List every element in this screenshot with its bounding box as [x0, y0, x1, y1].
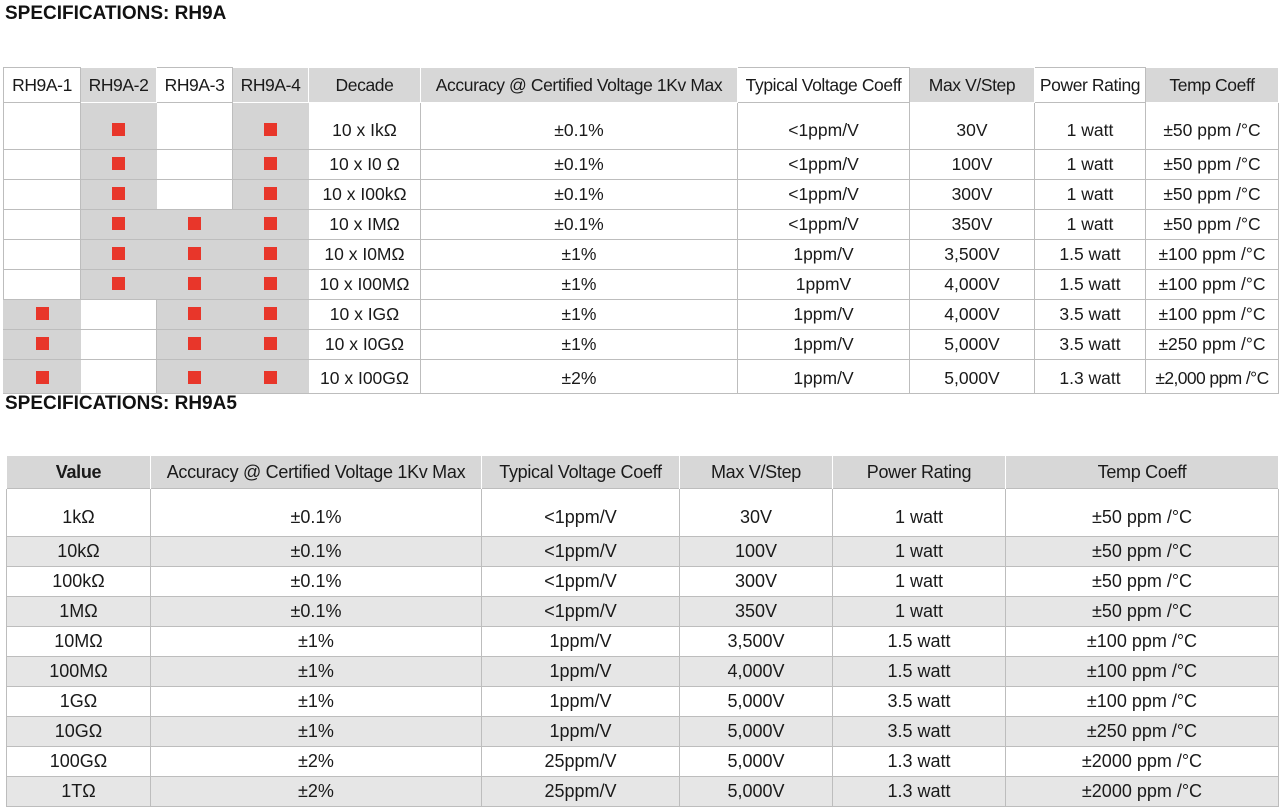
- table-row: [4, 150, 1279, 180]
- model-cell-rh9a-1: [4, 300, 81, 330]
- cell-accuracy: ±0.1%: [151, 567, 482, 597]
- cell-value: 10kΩ: [7, 537, 151, 567]
- cell-power: 1.5 watt: [833, 627, 1006, 657]
- included-marker-icon: [264, 337, 277, 350]
- cell-max-v: 5,000V: [680, 777, 833, 807]
- included-marker-icon: [188, 277, 201, 290]
- cell-max-v: 100V: [680, 537, 833, 567]
- included-marker-icon: [112, 277, 125, 290]
- col-header-accuracy: Accuracy @ Certified Voltage 1Kv Max: [421, 68, 738, 103]
- cell-max-v: 350V: [910, 210, 1035, 240]
- model-cell-rh9a-2: [81, 240, 157, 270]
- model-cell-rh9a-4: [233, 270, 309, 300]
- cell-max-v: 4,000V: [680, 657, 833, 687]
- cell-voltage-coeff: 1ppm/V: [738, 240, 910, 270]
- included-marker-icon: [112, 217, 125, 230]
- cell-max-v: 3,500V: [910, 240, 1035, 270]
- included-marker-icon: [264, 217, 277, 230]
- model-cell-rh9a-3: [157, 360, 233, 394]
- model-cell-rh9a-3: [157, 103, 233, 150]
- model-cell-rh9a-1: [4, 360, 81, 394]
- cell-accuracy: ±1%: [151, 687, 482, 717]
- col-header-rh9a-3: RH9A-3: [157, 68, 233, 103]
- included-marker-icon: [36, 337, 49, 350]
- rh9a-spec-table: [3, 67, 1279, 394]
- table-row: [4, 330, 1279, 360]
- cell-voltage-coeff: <1ppm/V: [482, 567, 680, 597]
- col-header-voltage-coeff: Typical Voltage Coeff: [738, 68, 910, 103]
- included-marker-icon: [112, 157, 125, 170]
- cell-accuracy: ±0.1%: [421, 150, 738, 180]
- included-marker-icon: [264, 307, 277, 320]
- cell-temp: ±100 ppm /°C: [1146, 240, 1279, 270]
- cell-accuracy: ±1%: [421, 300, 738, 330]
- table-row: [7, 657, 1279, 687]
- table-row: [7, 777, 1279, 807]
- cell-accuracy: ±0.1%: [421, 180, 738, 210]
- col-header-temp-coeff: Temp Coeff: [1146, 68, 1279, 103]
- cell-temp: ±250 ppm /°C: [1146, 330, 1279, 360]
- cell-power: 1 watt: [1035, 150, 1146, 180]
- included-marker-icon: [188, 371, 201, 384]
- table-row: [7, 717, 1279, 747]
- table-row: [7, 597, 1279, 627]
- cell-power: 1 watt: [1035, 103, 1146, 150]
- cell-max-v: 300V: [910, 180, 1035, 210]
- cell-accuracy: ±1%: [421, 240, 738, 270]
- cell-max-v: 30V: [910, 103, 1035, 150]
- model-cell-rh9a-1: [4, 330, 81, 360]
- cell-max-v: 5,000V: [910, 360, 1035, 394]
- col-header-max-v-step: Max V/Step: [680, 456, 833, 489]
- rh9a5-spec-table: [6, 456, 1279, 807]
- included-marker-icon: [36, 307, 49, 320]
- cell-voltage-coeff: 1ppm/V: [482, 687, 680, 717]
- cell-temp: ±50 ppm /°C: [1146, 150, 1279, 180]
- cell-temp: ±250 ppm /°C: [1006, 717, 1279, 747]
- cell-max-v: 5,000V: [910, 330, 1035, 360]
- cell-power: 1 watt: [833, 489, 1006, 537]
- included-marker-icon: [112, 123, 125, 136]
- cell-max-v: 30V: [680, 489, 833, 537]
- cell-max-v: 300V: [680, 567, 833, 597]
- cell-power: 1 watt: [833, 567, 1006, 597]
- model-cell-rh9a-2: [81, 103, 157, 150]
- cell-temp: ±50 ppm /°C: [1006, 567, 1279, 597]
- cell-value: 1MΩ: [7, 597, 151, 627]
- included-marker-icon: [188, 247, 201, 260]
- cell-voltage-coeff: 1ppm/V: [482, 717, 680, 747]
- cell-max-v: 5,000V: [680, 717, 833, 747]
- cell-temp: ±100 ppm /°C: [1146, 300, 1279, 330]
- cell-accuracy: ±1%: [151, 657, 482, 687]
- col-header-max-v-step: Max V/Step: [910, 68, 1035, 103]
- model-cell-rh9a-1: [4, 240, 81, 270]
- cell-temp: ±100 ppm /°C: [1006, 657, 1279, 687]
- model-cell-rh9a-4: [233, 150, 309, 180]
- model-cell-rh9a-2: [81, 300, 157, 330]
- model-cell-rh9a-1: [4, 210, 81, 240]
- cell-voltage-coeff: 1ppm/V: [738, 360, 910, 394]
- cell-temp: ±50 ppm /°C: [1146, 210, 1279, 240]
- cell-value: 100GΩ: [7, 747, 151, 777]
- col-header-decade: Decade: [309, 68, 421, 103]
- cell-power: 1 watt: [1035, 210, 1146, 240]
- cell-value: 100MΩ: [7, 657, 151, 687]
- table-row: [4, 103, 1279, 150]
- included-marker-icon: [112, 247, 125, 260]
- cell-power: 1.5 watt: [1035, 240, 1146, 270]
- cell-accuracy: ±0.1%: [421, 103, 738, 150]
- cell-power: 1 watt: [833, 537, 1006, 567]
- col-header-value: Value: [7, 456, 151, 489]
- cell-voltage-coeff: 1ppm/V: [482, 627, 680, 657]
- cell-power: 1.5 watt: [1035, 270, 1146, 300]
- model-cell-rh9a-3: [157, 270, 233, 300]
- cell-decade: 10 x I00MΩ: [309, 270, 421, 300]
- model-cell-rh9a-4: [233, 180, 309, 210]
- model-cell-rh9a-3: [157, 210, 233, 240]
- rh9a5-spec-title: SPECIFICATIONS: RH9A5: [5, 393, 237, 414]
- cell-value: 1kΩ: [7, 489, 151, 537]
- model-cell-rh9a-1: [4, 150, 81, 180]
- cell-power: 1.3 watt: [833, 777, 1006, 807]
- model-cell-rh9a-4: [233, 330, 309, 360]
- included-marker-icon: [264, 123, 277, 136]
- cell-temp: ±50 ppm /°C: [1146, 103, 1279, 150]
- model-cell-rh9a-1: [4, 103, 81, 150]
- cell-value: 1TΩ: [7, 777, 151, 807]
- cell-decade: 10 x IGΩ: [309, 300, 421, 330]
- cell-power: 1 watt: [833, 597, 1006, 627]
- cell-temp: ±100 ppm /°C: [1146, 270, 1279, 300]
- col-header-rh9a-1: RH9A-1: [4, 68, 81, 103]
- included-marker-icon: [264, 157, 277, 170]
- cell-temp: ±50 ppm /°C: [1146, 180, 1279, 210]
- col-header-rh9a-4: RH9A-4: [233, 68, 309, 103]
- cell-max-v: 5,000V: [680, 747, 833, 777]
- cell-voltage-coeff: <1ppm/V: [482, 489, 680, 537]
- model-cell-rh9a-2: [81, 150, 157, 180]
- cell-power: 3.5 watt: [833, 717, 1006, 747]
- cell-max-v: 5,000V: [680, 687, 833, 717]
- cell-temp: ±50 ppm /°C: [1006, 537, 1279, 567]
- cell-value: 1GΩ: [7, 687, 151, 717]
- rh9a-header-row: [4, 68, 1279, 103]
- table-row: [7, 567, 1279, 597]
- cell-accuracy: ±1%: [151, 627, 482, 657]
- model-cell-rh9a-2: [81, 330, 157, 360]
- model-cell-rh9a-4: [233, 360, 309, 394]
- table-row: [7, 537, 1279, 567]
- cell-accuracy: ±1%: [421, 330, 738, 360]
- cell-voltage-coeff: 25ppm/V: [482, 747, 680, 777]
- cell-temp: ±50 ppm /°C: [1006, 489, 1279, 537]
- cell-voltage-coeff: <1ppm/V: [482, 537, 680, 567]
- cell-temp: ±2000 ppm /°C: [1006, 777, 1279, 807]
- rh9a5-header-row: [7, 456, 1279, 489]
- cell-voltage-coeff: <1ppm/V: [738, 150, 910, 180]
- cell-power: 3.5 watt: [1035, 330, 1146, 360]
- cell-power: 1.3 watt: [833, 747, 1006, 777]
- cell-accuracy: ±0.1%: [151, 597, 482, 627]
- table-row: [7, 747, 1279, 777]
- cell-max-v: 100V: [910, 150, 1035, 180]
- cell-accuracy: ±0.1%: [151, 489, 482, 537]
- cell-temp: ±2000 ppm /°C: [1006, 747, 1279, 777]
- cell-max-v: 3,500V: [680, 627, 833, 657]
- cell-accuracy: ±2%: [151, 777, 482, 807]
- included-marker-icon: [188, 307, 201, 320]
- model-cell-rh9a-3: [157, 150, 233, 180]
- col-header-voltage-coeff: Typical Voltage Coeff: [482, 456, 680, 489]
- cell-value: 10MΩ: [7, 627, 151, 657]
- included-marker-icon: [264, 371, 277, 384]
- table-row: [4, 240, 1279, 270]
- cell-power: 1.3 watt: [1035, 360, 1146, 394]
- cell-voltage-coeff: <1ppm/V: [738, 210, 910, 240]
- model-cell-rh9a-2: [81, 210, 157, 240]
- model-cell-rh9a-1: [4, 270, 81, 300]
- col-header-power-rating: Power Rating: [833, 456, 1006, 489]
- cell-voltage-coeff: <1ppm/V: [482, 597, 680, 627]
- cell-power: 1 watt: [1035, 180, 1146, 210]
- model-cell-rh9a-2: [81, 270, 157, 300]
- cell-accuracy: ±0.1%: [151, 537, 482, 567]
- cell-decade: 10 x IMΩ: [309, 210, 421, 240]
- table-row: [7, 627, 1279, 657]
- cell-decade: 10 x I0GΩ: [309, 330, 421, 360]
- cell-decade: 10 x I00kΩ: [309, 180, 421, 210]
- cell-decade: 10 x I0 Ω: [309, 150, 421, 180]
- cell-voltage-coeff: 1ppmV: [738, 270, 910, 300]
- cell-voltage-coeff: 1ppm/V: [738, 300, 910, 330]
- included-marker-icon: [112, 187, 125, 200]
- cell-voltage-coeff: <1ppm/V: [738, 103, 910, 150]
- cell-accuracy: ±1%: [421, 270, 738, 300]
- col-header-rh9a-2: RH9A-2: [81, 68, 157, 103]
- model-cell-rh9a-4: [233, 300, 309, 330]
- model-cell-rh9a-2: [81, 360, 157, 394]
- rh9a-spec-title: SPECIFICATIONS: RH9A: [5, 3, 227, 24]
- cell-max-v: 350V: [680, 597, 833, 627]
- col-header-power-rating: Power Rating: [1035, 68, 1146, 103]
- cell-accuracy: ±2%: [421, 360, 738, 394]
- model-cell-rh9a-3: [157, 240, 233, 270]
- model-cell-rh9a-3: [157, 300, 233, 330]
- included-marker-icon: [36, 371, 49, 384]
- table-row: [7, 489, 1279, 537]
- cell-accuracy: ±1%: [151, 717, 482, 747]
- table-row: [4, 300, 1279, 330]
- cell-power: 1.5 watt: [833, 657, 1006, 687]
- cell-power: 3.5 watt: [833, 687, 1006, 717]
- model-cell-rh9a-4: [233, 240, 309, 270]
- col-header-accuracy: Accuracy @ Certified Voltage 1Kv Max: [151, 456, 482, 489]
- col-header-temp-coeff: Temp Coeff: [1006, 456, 1279, 489]
- model-cell-rh9a-2: [81, 180, 157, 210]
- cell-voltage-coeff: <1ppm/V: [738, 180, 910, 210]
- cell-temp: ±2,000 ppm /°C: [1146, 360, 1279, 394]
- cell-temp: ±100 ppm /°C: [1006, 627, 1279, 657]
- cell-temp: ±100 ppm /°C: [1006, 687, 1279, 717]
- table-row: [4, 360, 1279, 394]
- cell-power: 3.5 watt: [1035, 300, 1146, 330]
- table-row: [4, 180, 1279, 210]
- table-row: [7, 687, 1279, 717]
- cell-max-v: 4,000V: [910, 270, 1035, 300]
- cell-value: 100kΩ: [7, 567, 151, 597]
- cell-decade: 10 x I0MΩ: [309, 240, 421, 270]
- included-marker-icon: [188, 337, 201, 350]
- model-cell-rh9a-3: [157, 180, 233, 210]
- cell-decade: 10 x I00GΩ: [309, 360, 421, 394]
- table-row: [4, 270, 1279, 300]
- model-cell-rh9a-4: [233, 103, 309, 150]
- included-marker-icon: [264, 277, 277, 290]
- cell-accuracy: ±2%: [151, 747, 482, 777]
- cell-accuracy: ±0.1%: [421, 210, 738, 240]
- table-row: [4, 210, 1279, 240]
- included-marker-icon: [264, 247, 277, 260]
- cell-voltage-coeff: 25ppm/V: [482, 777, 680, 807]
- cell-temp: ±50 ppm /°C: [1006, 597, 1279, 627]
- included-marker-icon: [264, 187, 277, 200]
- model-cell-rh9a-4: [233, 210, 309, 240]
- cell-value: 10GΩ: [7, 717, 151, 747]
- cell-voltage-coeff: 1ppm/V: [482, 657, 680, 687]
- model-cell-rh9a-3: [157, 330, 233, 360]
- cell-decade: 10 x IkΩ: [309, 103, 421, 150]
- model-cell-rh9a-1: [4, 180, 81, 210]
- cell-max-v: 4,000V: [910, 300, 1035, 330]
- included-marker-icon: [188, 217, 201, 230]
- cell-voltage-coeff: 1ppm/V: [738, 330, 910, 360]
